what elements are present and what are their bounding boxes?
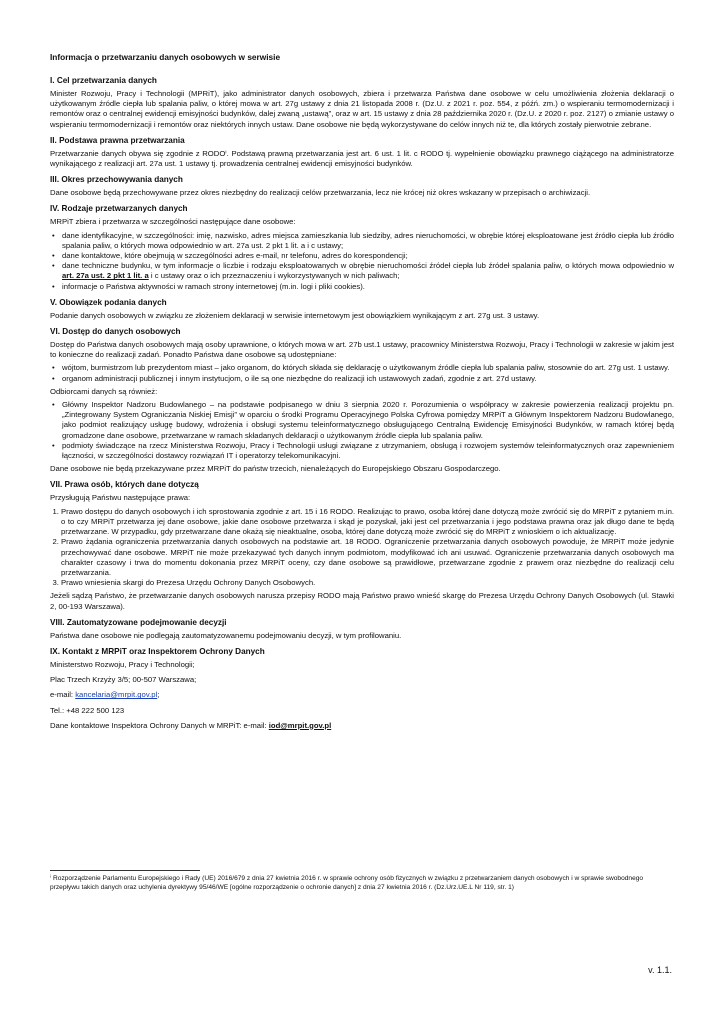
section-outro-access: Dane osobowe nie będą przekazywane przez MRPiT do państw trzecich, nienależących do Europejskiego Obszaru Gospodarczego. (50, 464, 501, 474)
section-text-purpose: Minister Rozwoju, Pracy i Technologii (MPRiT), jako administrator danych osobowych, zbiera i przetwarza Państwa dane osobowe w celu umożliwienia złożenia deklaracji o użytkowanym źródle ciepła lub spalania paliw, o której mowa w art. 27g ustawy z dnia 21 listopada 2008 r. (Dz.U. z 2021 r. poz. 554, z późń. zm.) o wspieraniu termomodernizacji i remontów oraz o centralnej ewidencji emisyjności budynków, dalej zwaną „ustawą”, oraz w art. 15 ustawy z dnia 28 października 2020 r. (Dz.U. z 2020 r. poz. 2127) o zmianie ustawy o wspieraniu termomodernizacji i remontów oraz niektórych innych ustaw. Dane osobowe nie będą wykorzystywane do celów innych niż te, dla których zostały pierwotnie zebrane. (50, 89, 674, 129)
section-outro-rights: Jeżeli sądzą Państwo, że przetwarzanie danych osobowych narusza przepisy RODO mają Państwo prawo wnieść skargę do Prezesa Urzędu Ochrony Danych Osobowych (ul. Stawki 2, 00-193 Warszawa). (50, 591, 674, 611)
version-label: v. 1.1. (648, 965, 672, 975)
access-list (50, 363, 674, 383)
email-label: e-mail: (50, 690, 76, 700)
section-text-legal-basis: Przetwarzanie danych obywa się zgodnie z RODOⁱ. Podstawą prawną przetwarzania jest art. 6 ust. 1 lit. c RODO tj. wypełnienie obowiązku prawnego ciążącego na administratorze wynikającego z realizacji art. 27a ust. 1 ustawy tj. prowadzenia centralnej ewidencji emisyjności budynków. (50, 148, 674, 169)
list-item: • dane kontaktowe, które obejmują w szczególności adres e-mail, nr telefonu, adres do korespondencji; (62, 251, 674, 261)
list-item: • podmioty świadczące na rzecz Ministerstwa Rozwoju, Pracy i Technologii usługi związane z utrzymaniem, obsługą i rozwojem systemów teleinformatycznych oraz zapewnieniem łączności, w szczególności dostawcy rozwiązań IT i operatorzy telekomunikacyjni. (62, 441, 674, 461)
data-types-list (50, 231, 674, 292)
legal-reference-link[interactable]: art. 27a ust. 2 pkt 1 lit. a (62, 271, 149, 281)
list-item-text: i c ustawy oraz o ich przeznaczeniu i wykorzystywanych w nich paliwach; (148, 271, 400, 281)
section-text-automated: Państwa dane osobowe nie podlegają zautomatyzowanemu podejmowaniu decyzji, w tym profilowaniu. (50, 630, 402, 640)
iod-label: Dane kontaktowe Inspektora Ochrony Danych w MRPiT: e-mail: (50, 720, 269, 730)
list-item: 2. Prawo żądania ograniczenia przetwarzania danych osobowych na podstawie art. 18 RODO. Ograniczenie przetwarzania danych osobowych powoduje, że MRPiT może jedynie przechowywać dane osobowe. MRPiT nie może przekazywać tych danych innym podmiotom, modyfikować ich ani usuwać. Ograniczenie przetwarzania danych osobowych ma charakter czasowy i trwa do momentu dokonania przez MRPiT oceny, czy dane osobowe są prawidłowe, przetwarzane zgodnie z prawem oraz niezbędne do realizacji celu przetwarzania. (61, 537, 674, 578)
contact-line: Ministerstwo Rozwoju, Pracy i Technologii; (50, 659, 195, 669)
section-text-obligation: Podanie danych osobowych w związku ze złożeniem deklaracji w serwisie internetowym jest obowiązkiem wynikającym z art. 27g ust. 3 ustawy. (50, 310, 540, 320)
list-item: • wójtom, burmistrzom lub prezydentom miast – jako organom, do których składa się deklarację o użytkowanym źródle ciepła lub spalania paliw, stosownie do art. 27g ust. 1 ustawy. (62, 363, 674, 373)
contact-block (50, 660, 674, 731)
document-title: Informacja o przetwarzaniu danych osobowych w serwisie (50, 52, 281, 62)
section-heading-legal-basis: II. Podstawa prawna przetwarzania (50, 135, 185, 145)
list-item: 1. Prawo dostępu do danych osobowych i ich sprostowania zgodnie z art. 15 i 16 RODO. Realizując to prawo, osoba której dane dotyczą może zwrócić się do MRPiT z pytaniem m.in. o to czy MRPiT przetwarza jej dane osobowe, jakie dane osobowe przetwarza i skąd je pozyskał, jaki jest cel przetwarzania i jego podstawa prawna oraz jak długo dane te będą przetwarzane. W przypadku, gdy przetwarzane dane okażą się nieaktualne, osoba, której dane dotyczą może zwrócić się do MRPiT z wnioskiem o ich aktualizację. (61, 507, 674, 538)
section-heading-obligation: V. Obowiązek podania danych (50, 297, 167, 307)
recipients-list (50, 400, 674, 461)
iod-email-link[interactable]: iod@mrpit.gov.pl (268, 720, 332, 730)
list-item: • organom administracji publicznej i innym instytucjom, o ile są one niezbędne do realizacji ich ustawowych zadań, zgodnie z art. 27d ustawy. (62, 374, 674, 384)
recipients-intro: Odbiorcami danych są również: (50, 386, 158, 396)
rights-list (50, 507, 674, 589)
footnote-divider (50, 870, 200, 871)
section-heading-retention: III. Okres przechowywania danych (50, 175, 183, 185)
list-item: • Główny Inspektor Nadzoru Budowlanego – na podstawie podpisanego w dniu 3 sierpnia 2020 r. Porozumienia o współpracy w zakresie powierzenia realizacji projektu pn. „Zintegrowany System Ograniczania Niskiej Emisji” w oparciu o środki Programu Operacyjnego Polska Cyfrowa pomiędzy MRPiT a Głównym Inspektorem Nadzoru Budowlanego, jako podmiot realizujący usługę budowy, wdrożenia i obsługi systemu teleinformatycznego obsługującego Centralną Ewidencję Emisyjności Budynków, w ramach której będą gromadzone dane osobowe, przetwarzane w ramach składanych deklaracji o użytkowanym źródle ciepła lub spalania paliw. (62, 400, 674, 441)
footnote: ⁱ Rozporządzenie Parlamentu Europejskiego i Rady (UE) 2016/679 z dnia 27 kwietnia 2016 r. w sprawie ochrony osób fizycznych w związku z przetwarzaniem danych osobowych i w sprawie swobodnego przepływu takich danych oraz uchylenia dyrektywy 95/46/WE [ogólne rozporządzenie o ochronie danych] z dnia 27 kwietnia 2016 r. (Dz.Urz.UE.L Nr 119, str. 1) (50, 875, 644, 891)
iod-contact-line (50, 721, 674, 731)
document-body (50, 52, 674, 736)
email-suffix: ; (157, 690, 160, 700)
list-item: • informacje o Państwa aktywności w ramach strony internetowej (m.in. logi i pliki cookies). (62, 282, 674, 292)
list-item: 3. Prawo wniesienia skargi do Prezesa Urzędu Ochrony Danych Osobowych. (61, 578, 674, 588)
list-item: • dane identyfikacyjne, w szczególności: imię, nazwisko, adres miejsca zamieszkania lub siedziby, adres nieruchomości, w obrębie której eksploatowane jest źródło ciepła lub źródło spalania paliw, o których mowa odpowiednio w art. 27a ust. 2 pkt 1 lit. a i c ustawy; (62, 231, 674, 251)
section-heading-access: VI. Dostęp do danych osobowych (50, 327, 181, 337)
section-text-retention: Dane osobowe będą przechowywane przez okres niezbędny do realizacji celów przetwarzania, lecz nie krócej niż okres wskazany w przepisach o archiwizacji. (50, 188, 591, 198)
contact-phone: Tel.: +48 222 500 123 (50, 705, 125, 715)
section-heading-data-types: IV. Rodzaje przetwarzanych danych (50, 204, 188, 214)
contact-line: Plac Trzech Krzyży 3/5; 00-507 Warszawa; (50, 675, 197, 685)
section-heading-rights: VII. Prawa osób, których dane dotyczą (50, 480, 199, 490)
section-heading-purpose: I. Cel przetwarzania danych (50, 76, 157, 85)
email-link[interactable]: kancelaria@mrpit.gov.pl (75, 690, 158, 700)
section-intro-rights: Przysługują Państwu następujące prawa: (50, 493, 191, 503)
section-heading-automated: VIII. Zautomatyzowane podejmowanie decyzji (50, 617, 227, 627)
list-item-text: dane techniczne budynku, w tym informacje o liczbie i rodzaju eksploatowanych w obrębie nieruchomości źródeł ciepła lub źródeł spalania paliw, o których mowa odpowiednio w (62, 261, 674, 271)
section-heading-contact: IX. Kontakt z MRPiT oraz Inspektorem Ochrony Danych (50, 646, 265, 656)
list-item (62, 261, 674, 281)
section-intro-access: Dostęp do Państwa danych osobowych mają osoby uprawnione, o których mowa w art. 27b ust.1 ustawy, pracownicy Ministerstwa Rozwoju, Pracy i Technologii w zakresie w jakim jest to konieczne do realizacji zadań. Ponadto Państwa dane osobowe są udostępniane: (50, 340, 674, 360)
section-intro-data-types: MRPiT zbiera i przetwarza w szczególności następujące dane osobowe: (50, 217, 296, 227)
contact-email-line (50, 690, 674, 700)
